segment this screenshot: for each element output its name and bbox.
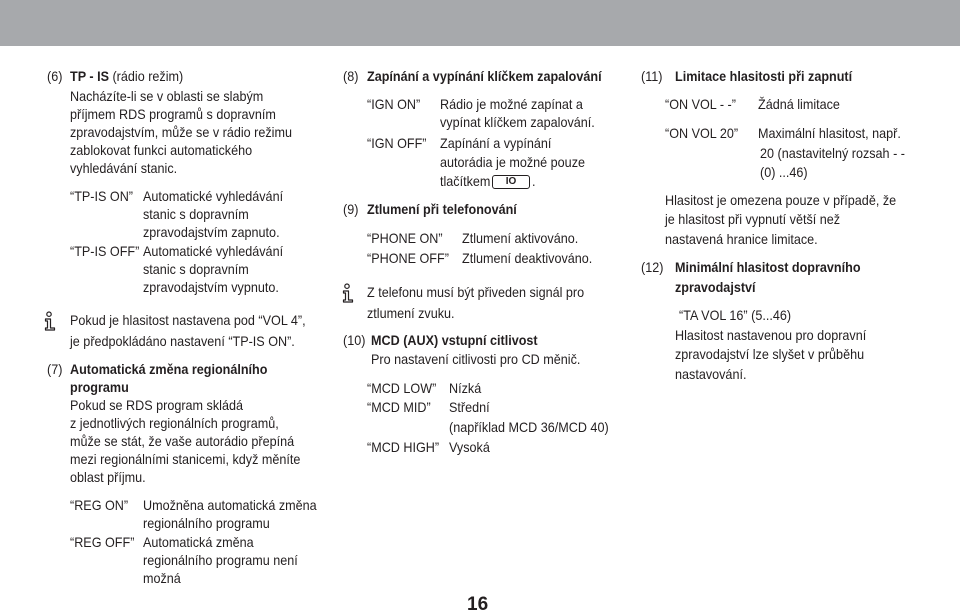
option-desc: regionálního programu <box>143 515 270 531</box>
section-title: Ztlumení při telefonování <box>367 201 517 217</box>
note-line: ztlumení zvuku. <box>367 305 455 321</box>
option-desc: regionálního programu není <box>143 552 298 568</box>
body-line: oblast příjmu. <box>70 469 146 485</box>
section-title: Limitace hlasitosti při zapnutí <box>675 68 853 84</box>
page-number: 16 <box>467 594 489 615</box>
option-desc: Vysoká <box>449 439 490 455</box>
section-title: Automatická změna regionálního <box>70 361 268 377</box>
option-key: “ON VOL 20” <box>665 125 739 141</box>
body-line: Nacházíte-li se v oblasti se slabým <box>70 88 264 104</box>
section-title-suffix: (rádio režim) <box>108 68 184 84</box>
option-desc: zpravodajstvím zapnuto. <box>143 224 280 240</box>
note-icon <box>44 311 58 331</box>
section-heading <box>70 68 183 84</box>
option-key: “IGN OFF” <box>367 135 427 151</box>
option-desc: Ztlumení deaktivováno. <box>462 250 593 266</box>
body-line: zpravodajstvím, může se v rádio režimu <box>70 124 292 140</box>
section-title: TP - IS <box>70 68 109 84</box>
section-number: (7) <box>47 361 63 377</box>
body-line: příjmem RDS programů s dopravním <box>70 106 276 122</box>
body-line: může se stát, že vaše autorádio přepíná <box>70 433 295 449</box>
section-number: (10) <box>343 332 366 348</box>
body-line: nastavená hranice limitace. <box>665 231 818 247</box>
option-key: “TP-IS ON” <box>70 188 133 204</box>
section-title: MCD (AUX) vstupní citlivost <box>371 332 538 348</box>
body-line: z jednotlivých regionálních programů, <box>70 415 279 431</box>
option-key: “REG OFF” <box>70 534 135 550</box>
section-title: Zapínání a vypínání klíčkem zapalování <box>367 68 602 84</box>
option-desc: Automatické vyhledávání <box>143 188 284 204</box>
option-key: “MCD MID” <box>367 399 431 415</box>
io-button-icon: IO <box>492 175 530 189</box>
option-desc: Žádná limitace <box>758 96 840 112</box>
option-desc: Maximální hlasitost, např. <box>758 125 901 141</box>
option-desc: stanic s dopravním <box>143 206 249 222</box>
option-desc: možná <box>143 570 181 586</box>
option-desc: Ztlumení aktivováno. <box>462 230 579 246</box>
option-key: “PHONE OFF” <box>367 250 449 266</box>
body-line: Hlasitost nastavenou pro dopravní <box>675 327 867 343</box>
option-desc: Automatická změna <box>143 534 254 550</box>
option-desc: (například MCD 36/MCD 40) <box>449 419 609 435</box>
option-desc: tlačítkem <box>440 173 491 189</box>
option-key: “ON VOL - -” <box>665 96 736 112</box>
note-line: Pokud je hlasitost nastavena pod “VOL 4”, <box>70 312 306 328</box>
body-line: zablokovat funkci automatického <box>70 142 253 158</box>
option-desc: Umožněna automatická změna <box>143 497 317 513</box>
option-desc: Nízká <box>449 380 482 396</box>
option-key: “IGN ON” <box>367 96 421 112</box>
option-desc: zpravodajstvím vypnuto. <box>143 279 279 295</box>
option-key: “PHONE ON” <box>367 230 443 246</box>
option-desc: 20 (nastavitelný rozsah - - <box>760 145 905 161</box>
option-desc: Střední <box>449 399 490 415</box>
body-line: je hlasitost při vypnutí větší než <box>665 211 841 227</box>
option-key: “TP-IS OFF” <box>70 243 140 259</box>
body-line: vyhledávání stanic. <box>70 160 178 176</box>
option-desc: (0) ...46) <box>760 164 808 180</box>
section-number: (6) <box>47 68 63 84</box>
option-desc: vypínat klíčkem zapalování. <box>440 114 595 130</box>
option-key: “MCD LOW” <box>367 380 437 396</box>
section-title: zpravodajství <box>675 279 756 295</box>
note-icon <box>342 283 356 303</box>
option-key: “MCD HIGH” <box>367 439 440 455</box>
body-line: mezi regionálními stanicemi, když měníte <box>70 451 301 467</box>
option-key: “TA VOL 16” (5...46) <box>679 307 792 323</box>
section-title: programu <box>70 379 129 395</box>
section-number: (12) <box>641 259 664 275</box>
section-number: (8) <box>343 68 359 84</box>
body-line: Hlasitost je omezena pouze v případě, že <box>665 192 897 208</box>
body-line: nastavování. <box>675 366 747 382</box>
option-desc: stanic s dopravním <box>143 261 249 277</box>
option-desc: autorádia je možné pouze <box>440 154 585 170</box>
option-desc: Rádio je možné zapínat a <box>440 96 583 112</box>
option-desc: Automatické vyhledávání <box>143 243 284 259</box>
note-line: Z telefonu musí být přiveden signál pro <box>367 284 585 300</box>
header-bar <box>0 0 960 46</box>
section-number: (11) <box>641 68 663 84</box>
body-line: Pokud se RDS program skládá <box>70 397 243 413</box>
section-subtitle: Pro nastavení citlivosti pro CD měnič. <box>371 351 581 367</box>
section-number: (9) <box>343 201 359 217</box>
option-desc: . <box>532 173 536 189</box>
option-desc: Zapínání a vypínání <box>440 135 552 151</box>
section-title: Minimální hlasitost dopravního <box>675 259 861 275</box>
body-line: zpravodajství lze slyšet v průběhu <box>675 346 865 362</box>
note-line: je předpokládáno nastavení “TP-IS ON”. <box>70 333 295 349</box>
option-key: “REG ON” <box>70 497 129 513</box>
